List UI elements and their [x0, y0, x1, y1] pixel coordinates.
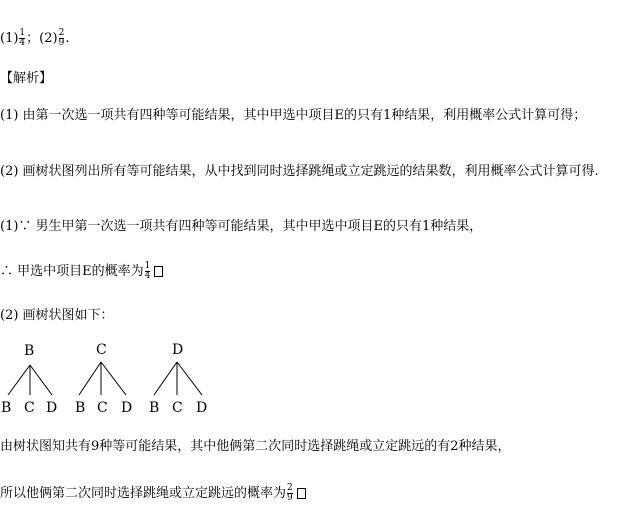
tree-edge [101, 362, 126, 395]
tree-edge [8, 365, 30, 395]
tree-edge [154, 362, 177, 395]
answer-separator: ；(2) [26, 31, 58, 46]
answer-end: . [65, 31, 70, 46]
placeholder-box-icon [154, 266, 163, 277]
answer-line [0, 29, 69, 48]
tree-root-3: D [172, 342, 184, 358]
answer-part1: (1) [0, 31, 19, 46]
solution-line-5 [0, 484, 306, 503]
tree-root-2: C [96, 342, 107, 358]
solution-line-2 [0, 262, 163, 281]
answer-fraction-1: $\frac{1}{4}$ [19, 28, 26, 48]
solution-line-3: (2) 画树状图如下： [0, 308, 114, 323]
tree-leaf: B [149, 400, 160, 416]
solution-line-2-text: ∴ 甲选中项目E的概率为 [0, 264, 144, 279]
answer-fraction-2: $\frac{2}{9}$ [58, 28, 65, 48]
solution-line-1: (1)∵ 男生甲第一次选一项共有四种等可能结果，其中甲选中项目E的只有1种结果， [0, 219, 483, 234]
tree-edge [177, 362, 202, 395]
solution-line-5-text: 所以他俩第二次同时选择跳绳或立定跳远的概率为 [0, 486, 287, 501]
solution-fraction-2: $\frac{2}{9}$ [287, 483, 293, 503]
tree-leaf: B [1, 400, 12, 416]
tree-edge [79, 362, 101, 395]
tree-leaf: B [75, 400, 86, 416]
tree-leaf: C [172, 400, 183, 416]
tree-leaf: C [97, 400, 108, 416]
solution-line-4: 由树状图知共有9种等可能结果，其中他俩第二次同时选择跳绳或立定跳远的有2种结果， [0, 439, 511, 454]
tree-leaf: D [46, 400, 58, 416]
tree-leaf: C [24, 400, 35, 416]
analysis-paragraph-2: (2) 画树状图列出所有等可能结果，从中找到同时选择跳绳或立定跳远的结果数，利用概率公式计算可得. [0, 164, 599, 179]
solution-fraction-1: $\frac{1}{4}$ [144, 261, 151, 281]
tree-edge [30, 365, 52, 395]
placeholder-box-icon [297, 488, 306, 499]
section-title: 【解析】 [0, 71, 53, 86]
analysis-paragraph-1: (1) 由第一次选一项共有四种等可能结果，其中甲选中项目E的只有1种结果，利用概率公式计算可得； [0, 108, 587, 123]
tree-root-1: B [24, 343, 35, 359]
tree-leaf: D [121, 400, 133, 416]
tree-leaf: D [196, 400, 208, 416]
